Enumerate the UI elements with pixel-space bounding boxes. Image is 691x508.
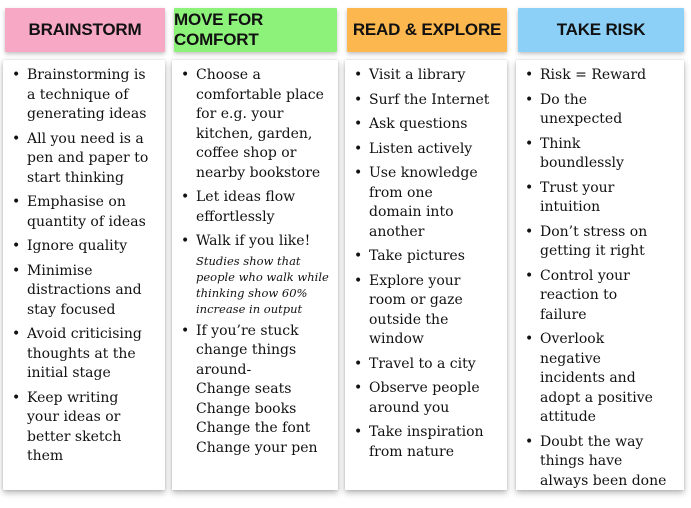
column-header: [174, 8, 337, 52]
item-text-line: outside the: [369, 311, 449, 328]
column-card: [172, 60, 338, 490]
column-title: TAKE RISK: [556, 20, 646, 39]
column-card: [3, 60, 165, 490]
item-text-line: • Keep writing: [27, 389, 119, 406]
item-text-line: for e.g. your: [196, 106, 284, 122]
item-text-line: window: [369, 331, 424, 347]
column-card: [516, 60, 684, 490]
item-text-line: comfortable place: [196, 86, 324, 103]
item-text-line: them: [27, 448, 64, 464]
list-item: [516, 135, 684, 174]
item-text-line: your ideas or: [27, 409, 121, 425]
item-text-line: • Don’t stress on: [540, 223, 648, 240]
item-text-line: effortlessly: [196, 208, 275, 225]
item-text-line: • Control your: [540, 267, 630, 284]
item-list: [345, 66, 507, 467]
item-text-line: • Explore your: [369, 272, 461, 289]
list-item: [345, 66, 507, 86]
item-list: [3, 66, 165, 472]
column-card: [345, 60, 507, 490]
item-text-line: • Overlook: [540, 331, 605, 347]
list-item: [345, 164, 507, 242]
list-item: [345, 355, 507, 375]
item-note-line: increase in output: [196, 301, 303, 316]
list-item: [516, 267, 684, 326]
item-text-line: initial stage: [27, 365, 111, 381]
item-note-line: people who walk while: [196, 269, 329, 284]
list-item: [516, 433, 684, 492]
item-text-line: thoughts at the: [27, 345, 136, 362]
item-text-line: incidents and: [540, 370, 636, 386]
list-item: [3, 237, 165, 257]
item-text-line: domain into: [369, 204, 454, 220]
item-text-line: • If you’re stuck: [196, 322, 299, 339]
item-text-line: • Minimise: [27, 262, 93, 279]
item-text-line: Change books: [196, 400, 297, 417]
item-text-line: • Use knowledge: [369, 165, 478, 181]
item-text-line: stay focused: [27, 301, 116, 318]
list-item: [3, 262, 165, 321]
list-item: [3, 193, 165, 232]
item-text-line: attitude: [540, 409, 596, 425]
item-text-line: start thinking: [27, 169, 125, 186]
item-text-line: • Trust your: [540, 179, 615, 196]
list-item: [516, 179, 684, 218]
list-item: [345, 247, 507, 267]
item-text-line: getting it right: [540, 243, 645, 259]
item-text-line: • Travel to a city: [369, 355, 476, 372]
list-item: [345, 140, 507, 160]
item-text-line: around you: [369, 399, 450, 416]
item-text-line: • Observe people: [369, 380, 480, 396]
column-title: BRAINSTORM: [28, 20, 142, 39]
list-item: [3, 389, 165, 467]
item-text-line: • Doubt the way: [540, 433, 644, 450]
item-text-line: • Emphasise on: [27, 194, 126, 210]
list-item: [172, 66, 338, 183]
item-text-line: quantity of ideas: [27, 213, 146, 230]
item-text-line: • Walk if you like!: [196, 233, 311, 249]
column-title: READ & EXPLORE: [352, 20, 502, 39]
item-text-line: unexpected: [540, 111, 623, 127]
item-text-line: • Surf the Internet: [369, 91, 490, 108]
item-text-line: kitchen, garden,: [196, 125, 313, 142]
item-text-line: around-: [196, 361, 252, 378]
column-header: [347, 8, 507, 52]
list-item: [516, 91, 684, 130]
item-text-line: Change the font: [196, 420, 311, 436]
item-text-line: intuition: [540, 199, 601, 215]
item-text-line: generating ideas: [27, 106, 147, 122]
item-text-line: another: [369, 223, 425, 240]
list-item: [345, 272, 507, 350]
item-text-line: • Do the: [540, 91, 588, 108]
list-item: [516, 330, 684, 428]
item-text-line: change things: [196, 342, 297, 358]
list-item: [345, 115, 507, 135]
item-text-line: boundlessly: [540, 155, 624, 171]
item-text-line: better sketch: [27, 428, 122, 445]
list-item: [3, 130, 165, 189]
item-note-line: thinking show 60%: [196, 285, 308, 300]
item-text-line: nearby bookstore: [196, 164, 321, 181]
item-text-line: • All you need is a: [27, 130, 144, 147]
item-text-line: failure: [540, 306, 587, 323]
list-item: [516, 223, 684, 262]
item-text-line: negative: [540, 350, 601, 367]
item-text-line: • Think: [540, 135, 581, 152]
list-item: [516, 66, 684, 86]
item-text-line: Change seats: [196, 381, 292, 397]
item-text-line: • Listen actively: [369, 140, 473, 157]
item-text-line: • Take inspiration: [369, 424, 484, 440]
item-text-line: things have: [540, 453, 623, 469]
item-list: [172, 66, 338, 463]
list-item: [345, 379, 507, 418]
list-item: [3, 325, 165, 384]
list-item: [172, 232, 338, 317]
item-text-line: • Choose a: [196, 67, 261, 83]
item-text-line: pen and paper to: [27, 150, 149, 166]
list-item: [172, 322, 338, 459]
item-text-line: Change your pen: [196, 439, 318, 456]
column-header: [5, 8, 165, 52]
item-note-line: Studies show that: [196, 253, 301, 268]
item-text-line: room or gaze: [369, 292, 463, 308]
item-text-line: • Ignore quality: [27, 238, 128, 254]
list-item: [345, 91, 507, 111]
item-text-line: coffee shop or: [196, 145, 297, 161]
item-text-line: • Avoid criticising: [27, 326, 142, 342]
item-text-line: always been done: [540, 472, 667, 489]
item-text-line: distractions and: [27, 282, 142, 298]
item-text-line: • Brainstorming is: [27, 67, 146, 83]
item-text-line: • Risk = Reward: [540, 67, 647, 83]
item-text-line: from nature: [369, 443, 455, 460]
item-text-line: adopt a positive: [540, 389, 653, 406]
item-text-line: a technique of: [27, 86, 129, 103]
item-text-line: reaction to: [540, 287, 618, 303]
list-item: [345, 423, 507, 462]
item-text-line: from one: [369, 184, 433, 201]
column-title: MOVE FOR COMFORT: [174, 10, 264, 49]
item-text-line: • Ask questions: [369, 116, 468, 132]
list-item: [3, 66, 165, 125]
column-header: [518, 8, 684, 52]
item-text-line: • Take pictures: [369, 248, 465, 264]
item-text-line: • Visit a library: [369, 67, 466, 83]
item-text-line: • Let ideas flow: [196, 189, 296, 205]
list-item: [172, 188, 338, 227]
item-list: [516, 66, 684, 496]
